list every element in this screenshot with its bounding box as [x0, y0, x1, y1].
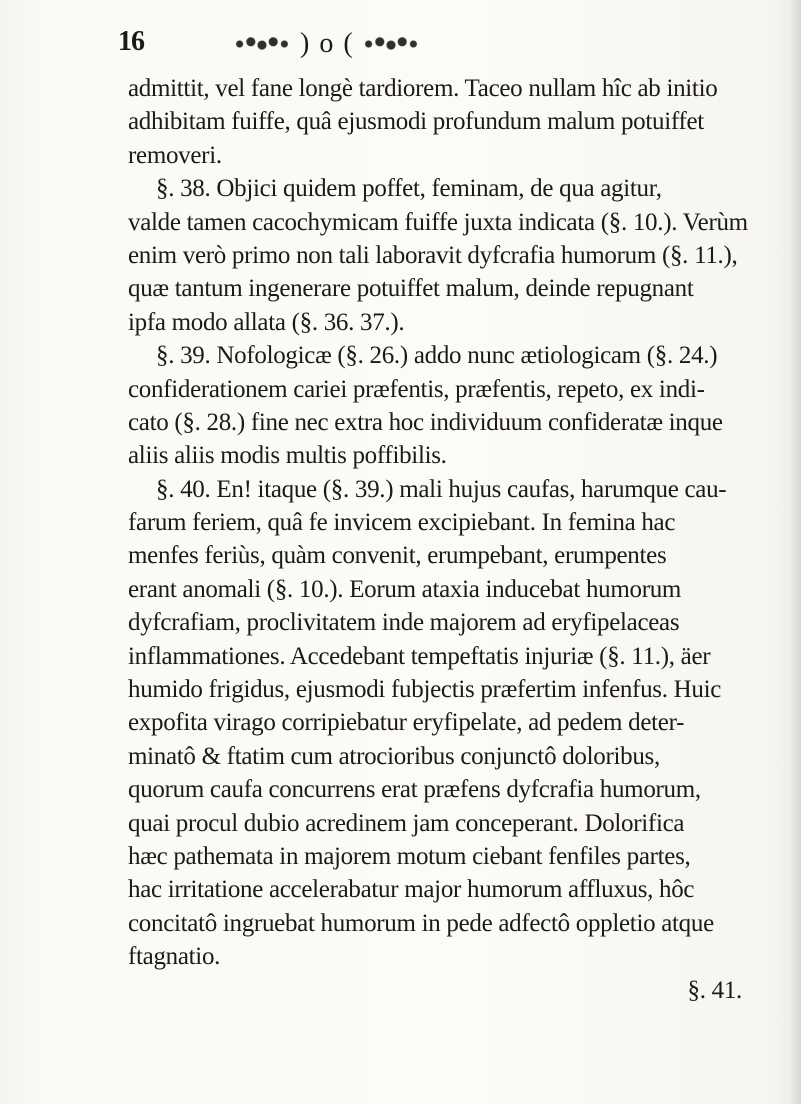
ornament-flourish-left-icon	[234, 33, 290, 55]
catchword: §. 41.	[687, 976, 742, 1004]
header-ornament	[234, 28, 419, 60]
body-text	[128, 72, 770, 1007]
ornament-center: o	[319, 28, 334, 59]
text-line: removeri.	[128, 141, 222, 169]
text-line: valde tamen cacochymicam fuiffe juxta indicata (§. 10.). Verùm	[128, 208, 748, 236]
text-line: hæc pathemata in majorem motum ciebant fenfiles partes,	[128, 842, 691, 870]
ornament-flourish-right-icon	[363, 33, 419, 55]
page-number: 16	[118, 26, 144, 57]
text-line: confiderationem cariei præfentis, præfentis, repeto, ex indi-	[128, 375, 705, 403]
text-line: adhibitam fuiffe, quâ ejusmodi profundum malum potuiffet	[128, 108, 704, 136]
text-line: farum feriem, quâ fe invicem excipiebant. In femina hac	[128, 509, 676, 537]
text-line: quai procul dubio acredinem jam conceperant. Dolorifica	[128, 809, 685, 837]
text-line: ipfa modo allata (§. 36. 37.).	[128, 308, 405, 336]
text-line: expofita virago corripiebatur eryfipelate, ad pedem deter-	[128, 709, 685, 737]
text-line: inflammationes. Accedebant tempeftatis injuriæ (§. 11.), äer	[128, 642, 711, 670]
text-line: ftagnatio.	[128, 943, 221, 971]
text-line: hac irritatione accelerabatur major humorum affluxus, hôc	[128, 876, 695, 904]
text-line: menfes feriùs, quàm convenit, erumpebant, erumpentes	[128, 542, 667, 570]
text-line: §. 38. Objici quidem poffet, feminam, de qua agitur,	[156, 175, 662, 203]
text-line: humido frigidus, ejusmodi fubjectis præfertim infenfus. Huic	[128, 676, 722, 704]
text-line: cato (§. 28.) fine nec extra hoc individuum confideratæ inque	[128, 408, 723, 436]
text-line: §. 40. En! itaque (§. 39.) mali hujus caufas, harumque cau-	[156, 475, 727, 503]
text-line: admittit, vel fane longè tardiorem. Taceo nullam hîc ab initio	[128, 75, 718, 102]
ornament-paren-right: (	[343, 28, 353, 59]
text-line: concitatô ingruebat humorum in pede adfectô oppletio atque	[128, 909, 714, 937]
text-line: erant anomali (§. 10.). Eorum ataxia inducebat humorum	[128, 575, 682, 603]
text-line: aliis aliis modis multis poffibilis.	[128, 442, 447, 470]
page-header	[108, 18, 688, 66]
page-edge-shadow	[789, 0, 801, 1104]
text-line: dyfcrafiam, proclivitatem inde majorem ad eryfipelaceas	[128, 609, 680, 637]
text-line: quorum caufa concurrens erat præfens dyfcrafia humorum,	[128, 776, 701, 804]
text-line: §. 39. Nofologicæ (§. 26.) addo nunc ætiologicam (§. 24.)	[156, 342, 718, 370]
text-line: quæ tantum ingenerare potuiffet malum, deinde repugnant	[128, 275, 694, 303]
text-line: enim verò primo non tali laboravit dyfcrafia humorum (§. 11.),	[128, 241, 738, 269]
text-line: minatô & ftatim cum atrocioribus conjunctô doloribus,	[128, 742, 660, 770]
ornament-paren-left: )	[300, 28, 310, 59]
